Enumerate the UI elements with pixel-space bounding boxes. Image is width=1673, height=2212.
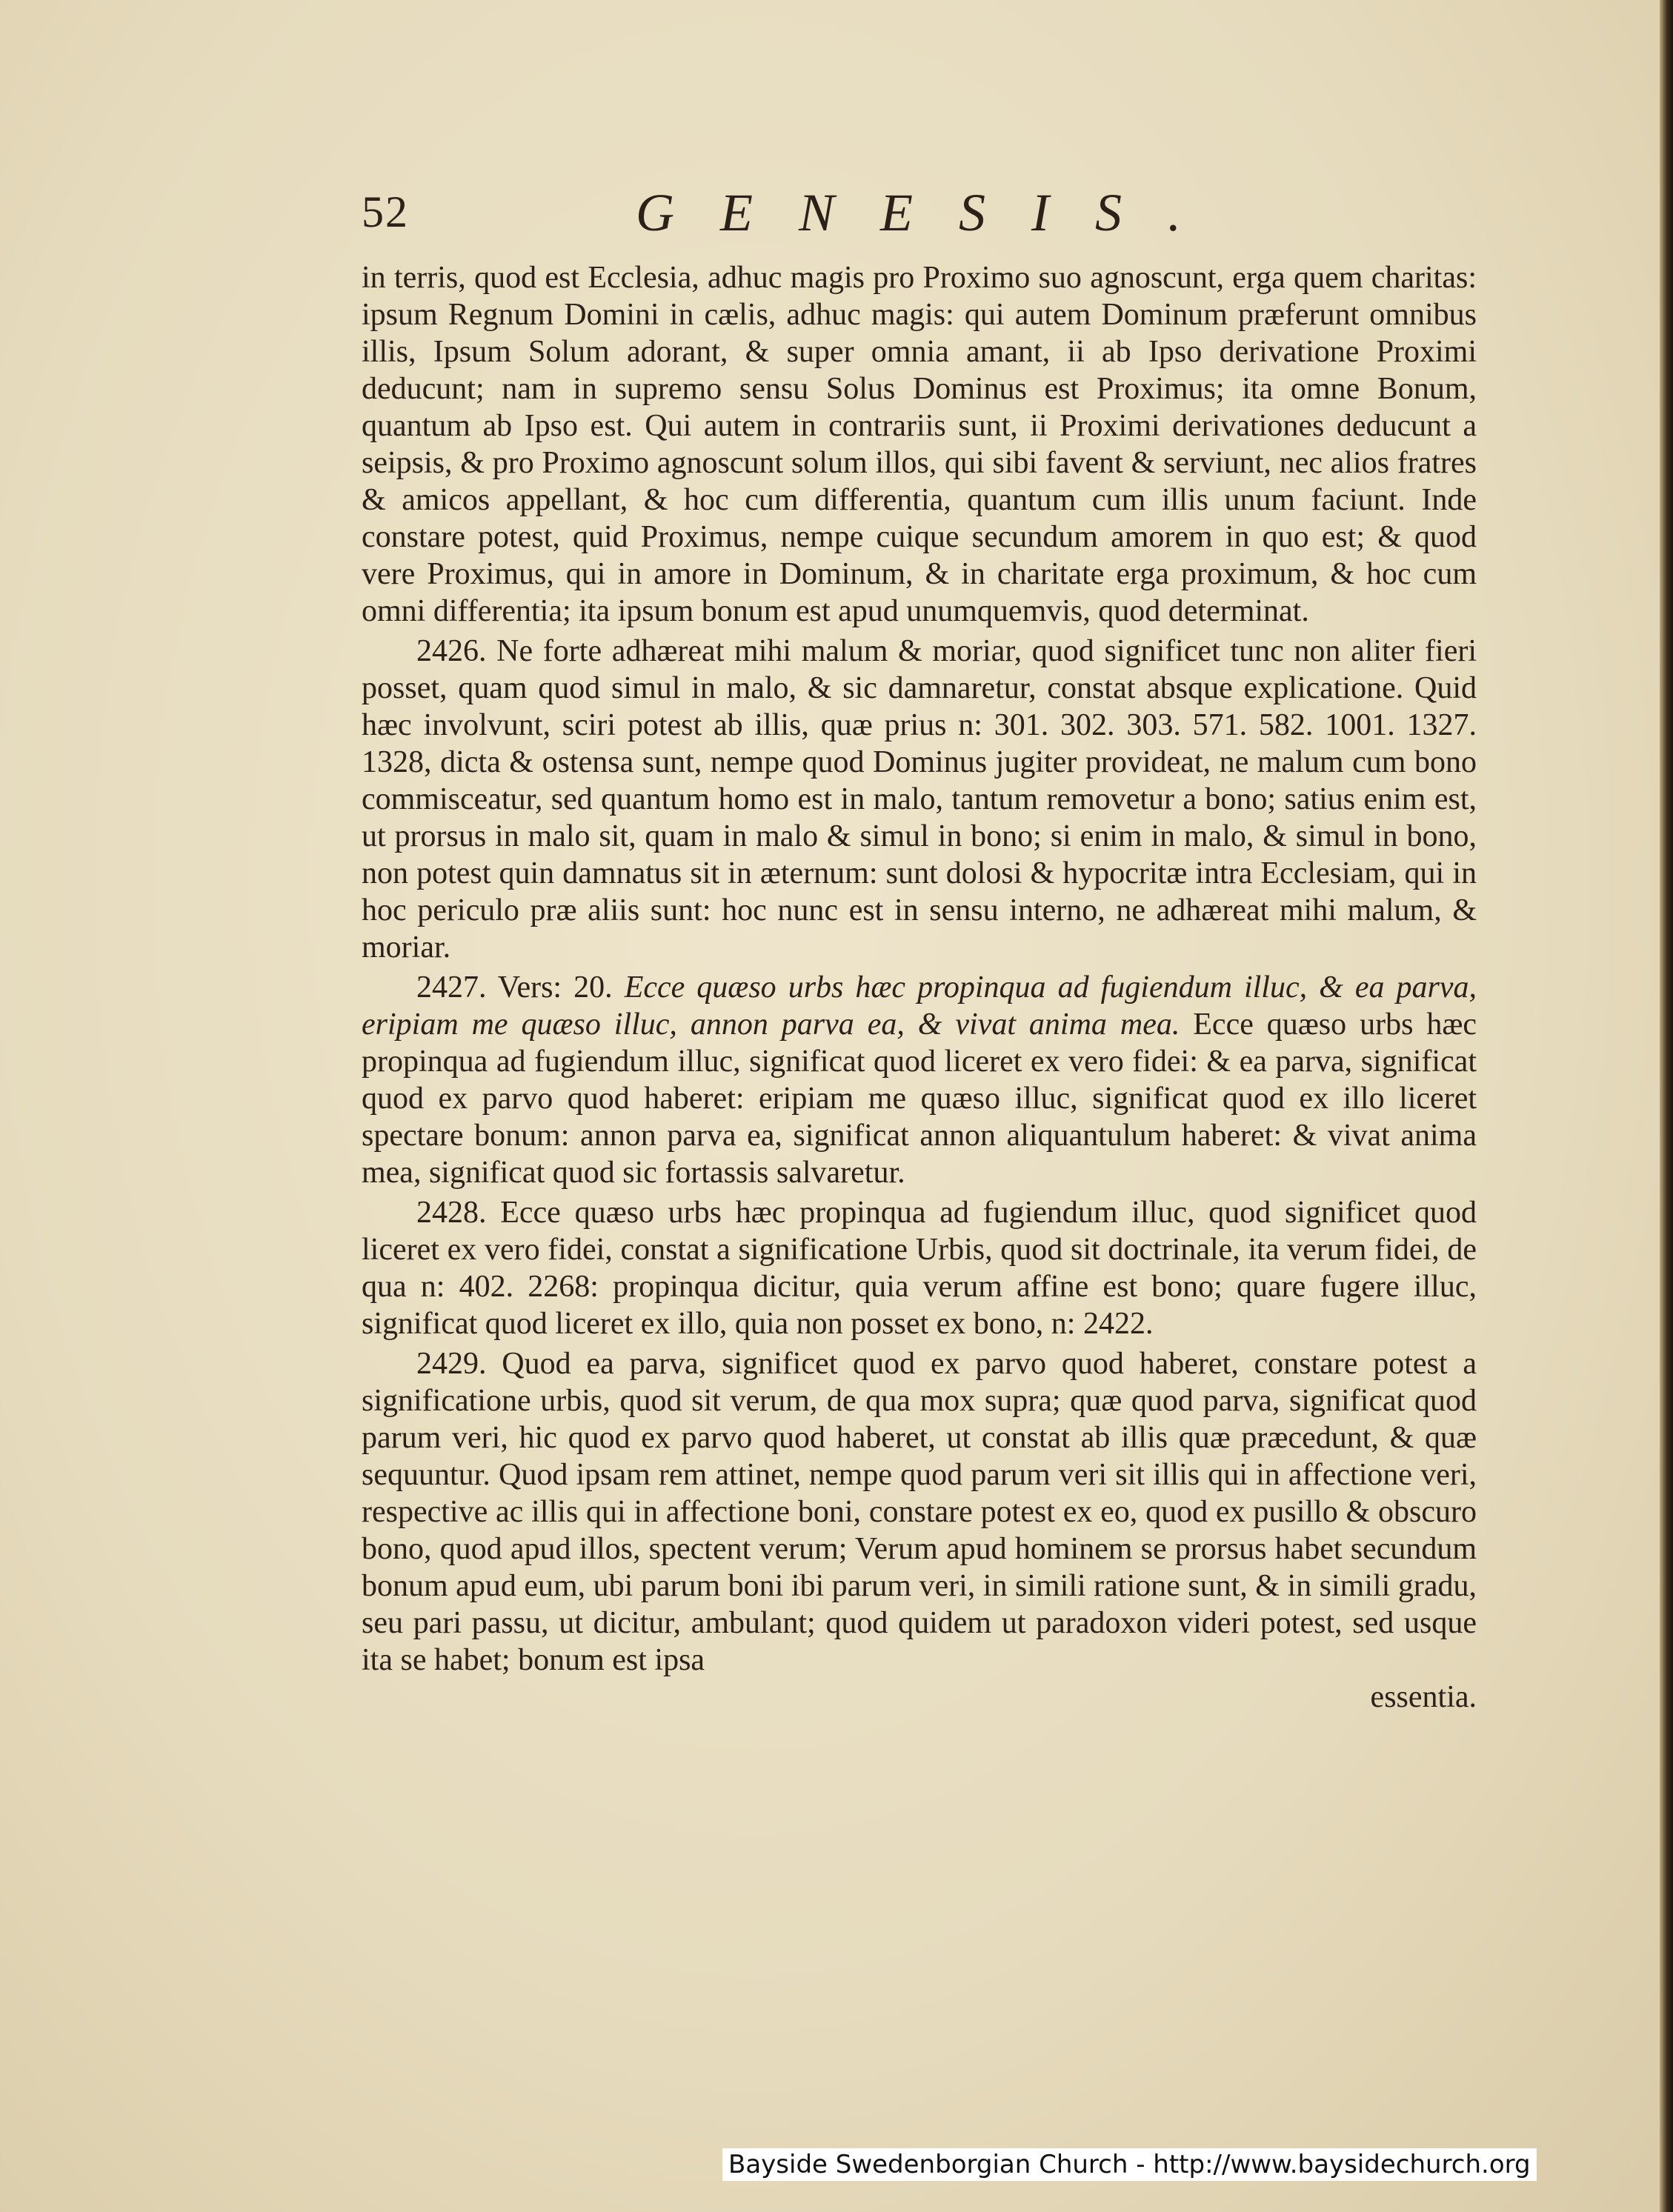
- paragraph-2426: 2426. Ne forte adhæreat mihi malum & moriar, quod significet tunc non aliter fieri posset, quam quod simul in malo, & sic damnaretur, constat absque explicatione. Quid hæc involvunt, sciri potest ab illis, quæ prius n: 301. 302. 303. 571. 582. 1001. 1327. 1328, dicta & ostensa sunt, nempe quod Dominus jugiter provideat, ne malum cum bono commisceatur, sed quantum homo est in malo, tantum removetur a bono; satius enim est, ut prorsus in malo sit, quam in malo & simul in bono; si enim in malo, & simul in bono, non potest quin damnatus sit in æternum: sunt dolosi & hypocritæ intra Ecclesiam, qui in hoc periculo præ aliis sunt: hoc nunc est in sensu interno, ne adhæreat mihi malum, & moriar.: [362, 634, 1477, 965]
- paragraph-2429: 2429. Quod ea parva, significet quod ex parvo quod haberet, constare potest a significatione urbis, quod sit verum, de qua mox supra; quæ quod parva, significat quod parum veri, hic quod ex parvo quod haberet, ut constat ab illis quæ præcedunt, & quæ sequuntur. Quod ipsam rem attinet, nempe quod parum veri sit illis qui in affectione veri, respective ac illis qui in affectione boni, constare potest ex eo, quod ex pusillo & obscuro bono, quod apud illos, spectent verum; Verum apud hominem se prorsus habet secundum bonum apud eum, ubi parum boni ibi parum veri, in simili ratione sunt, & in simili gradu, seu pari passu, ut dicitur, ambulant; quod quidem ut paradoxon videri potest, sed usque ita se habet; bonum est ipsa: [362, 1347, 1477, 1677]
- book-spine-edge: [1660, 0, 1673, 2212]
- running-head: GENESIS.: [636, 183, 1227, 242]
- paragraph-2428: 2428. Ecce quæso urbs hæc propinqua ad fugiendum illuc, quod significet quod liceret ex vero fidei, constat a significatione Urbis, quod sit doctrinale, ita verum fidei, de qua n: 402. 2268: propinqua dicitur, quia verum affine est bono; quare fugere illuc, significat quod liceret ex illo, quia non posset ex bono, n: 2422.: [362, 1196, 1477, 1341]
- catchword-line: essentia.: [1370, 1680, 1477, 1714]
- footer-credit: [722, 2150, 1663, 2187]
- page-header: [362, 182, 1488, 256]
- paragraph-2427: [362, 969, 1477, 1191]
- page-number: 52: [362, 187, 409, 236]
- paragraph-2427-lead: 2427. Vers: 20.: [416, 970, 613, 1005]
- body-text: [362, 259, 1477, 1719]
- paragraph-2427-rest: Ecce quæso urbs hæc propinqua ad fugiendum illuc, significat quod liceret ex vero fidei: & ea parva, significat quod ex parvo quod haberet: eripiam me quæso illuc, significat quod ex illo liceret spectare bonum: annon parva ea, significat annon aliquantulum haberet: & vivat anima mea, significat quod sic fortassis salvaretur.: [362, 1007, 1477, 1190]
- paragraph-continuation: in terris, quod est Ecclesia, adhuc magis pro Proximo suo agnoscunt, erga quem charitas: ipsum Regnum Domini in cælis, adhuc magis: qui autem Dominum præferunt omnibus illis, Ipsum Solum adorant, & super omnia amant, ii ab Ipso derivatione Proximi deducunt; nam in supremo sensu Solus Dominus est Proximus; ita omne Bonum, quantum ab Ipso est. Qui autem in contrariis sunt, ii Proximi derivationes deducunt a seipsis, & pro Proximo agnoscunt solum illos, qui sibi favent & serviunt, nec alios fratres & amicos appellant, & hoc cum differentia, quantum cum illis unum faciunt. Inde constare potest, quid Proximus, nempe cuique secundum amorem in quo est; & quod vere Proximus, qui in amore in Dominum, & in charitate erga proximum, & hoc cum omni differentia; ita ipsum bonum est apud unumquemvis, quod determinat.: [362, 261, 1477, 628]
- paragraph-2427-scripture: Ecce quæso urbs hæc propinqua ad fugiendum illuc, & ea parva, eripiam me quæso illuc, annon parva ea, & vivat anima mea.: [362, 970, 1477, 1042]
- footer-credit-text: Bayside Swedenborgian Church - http://www.baysidechurch.org: [722, 2148, 1537, 2181]
